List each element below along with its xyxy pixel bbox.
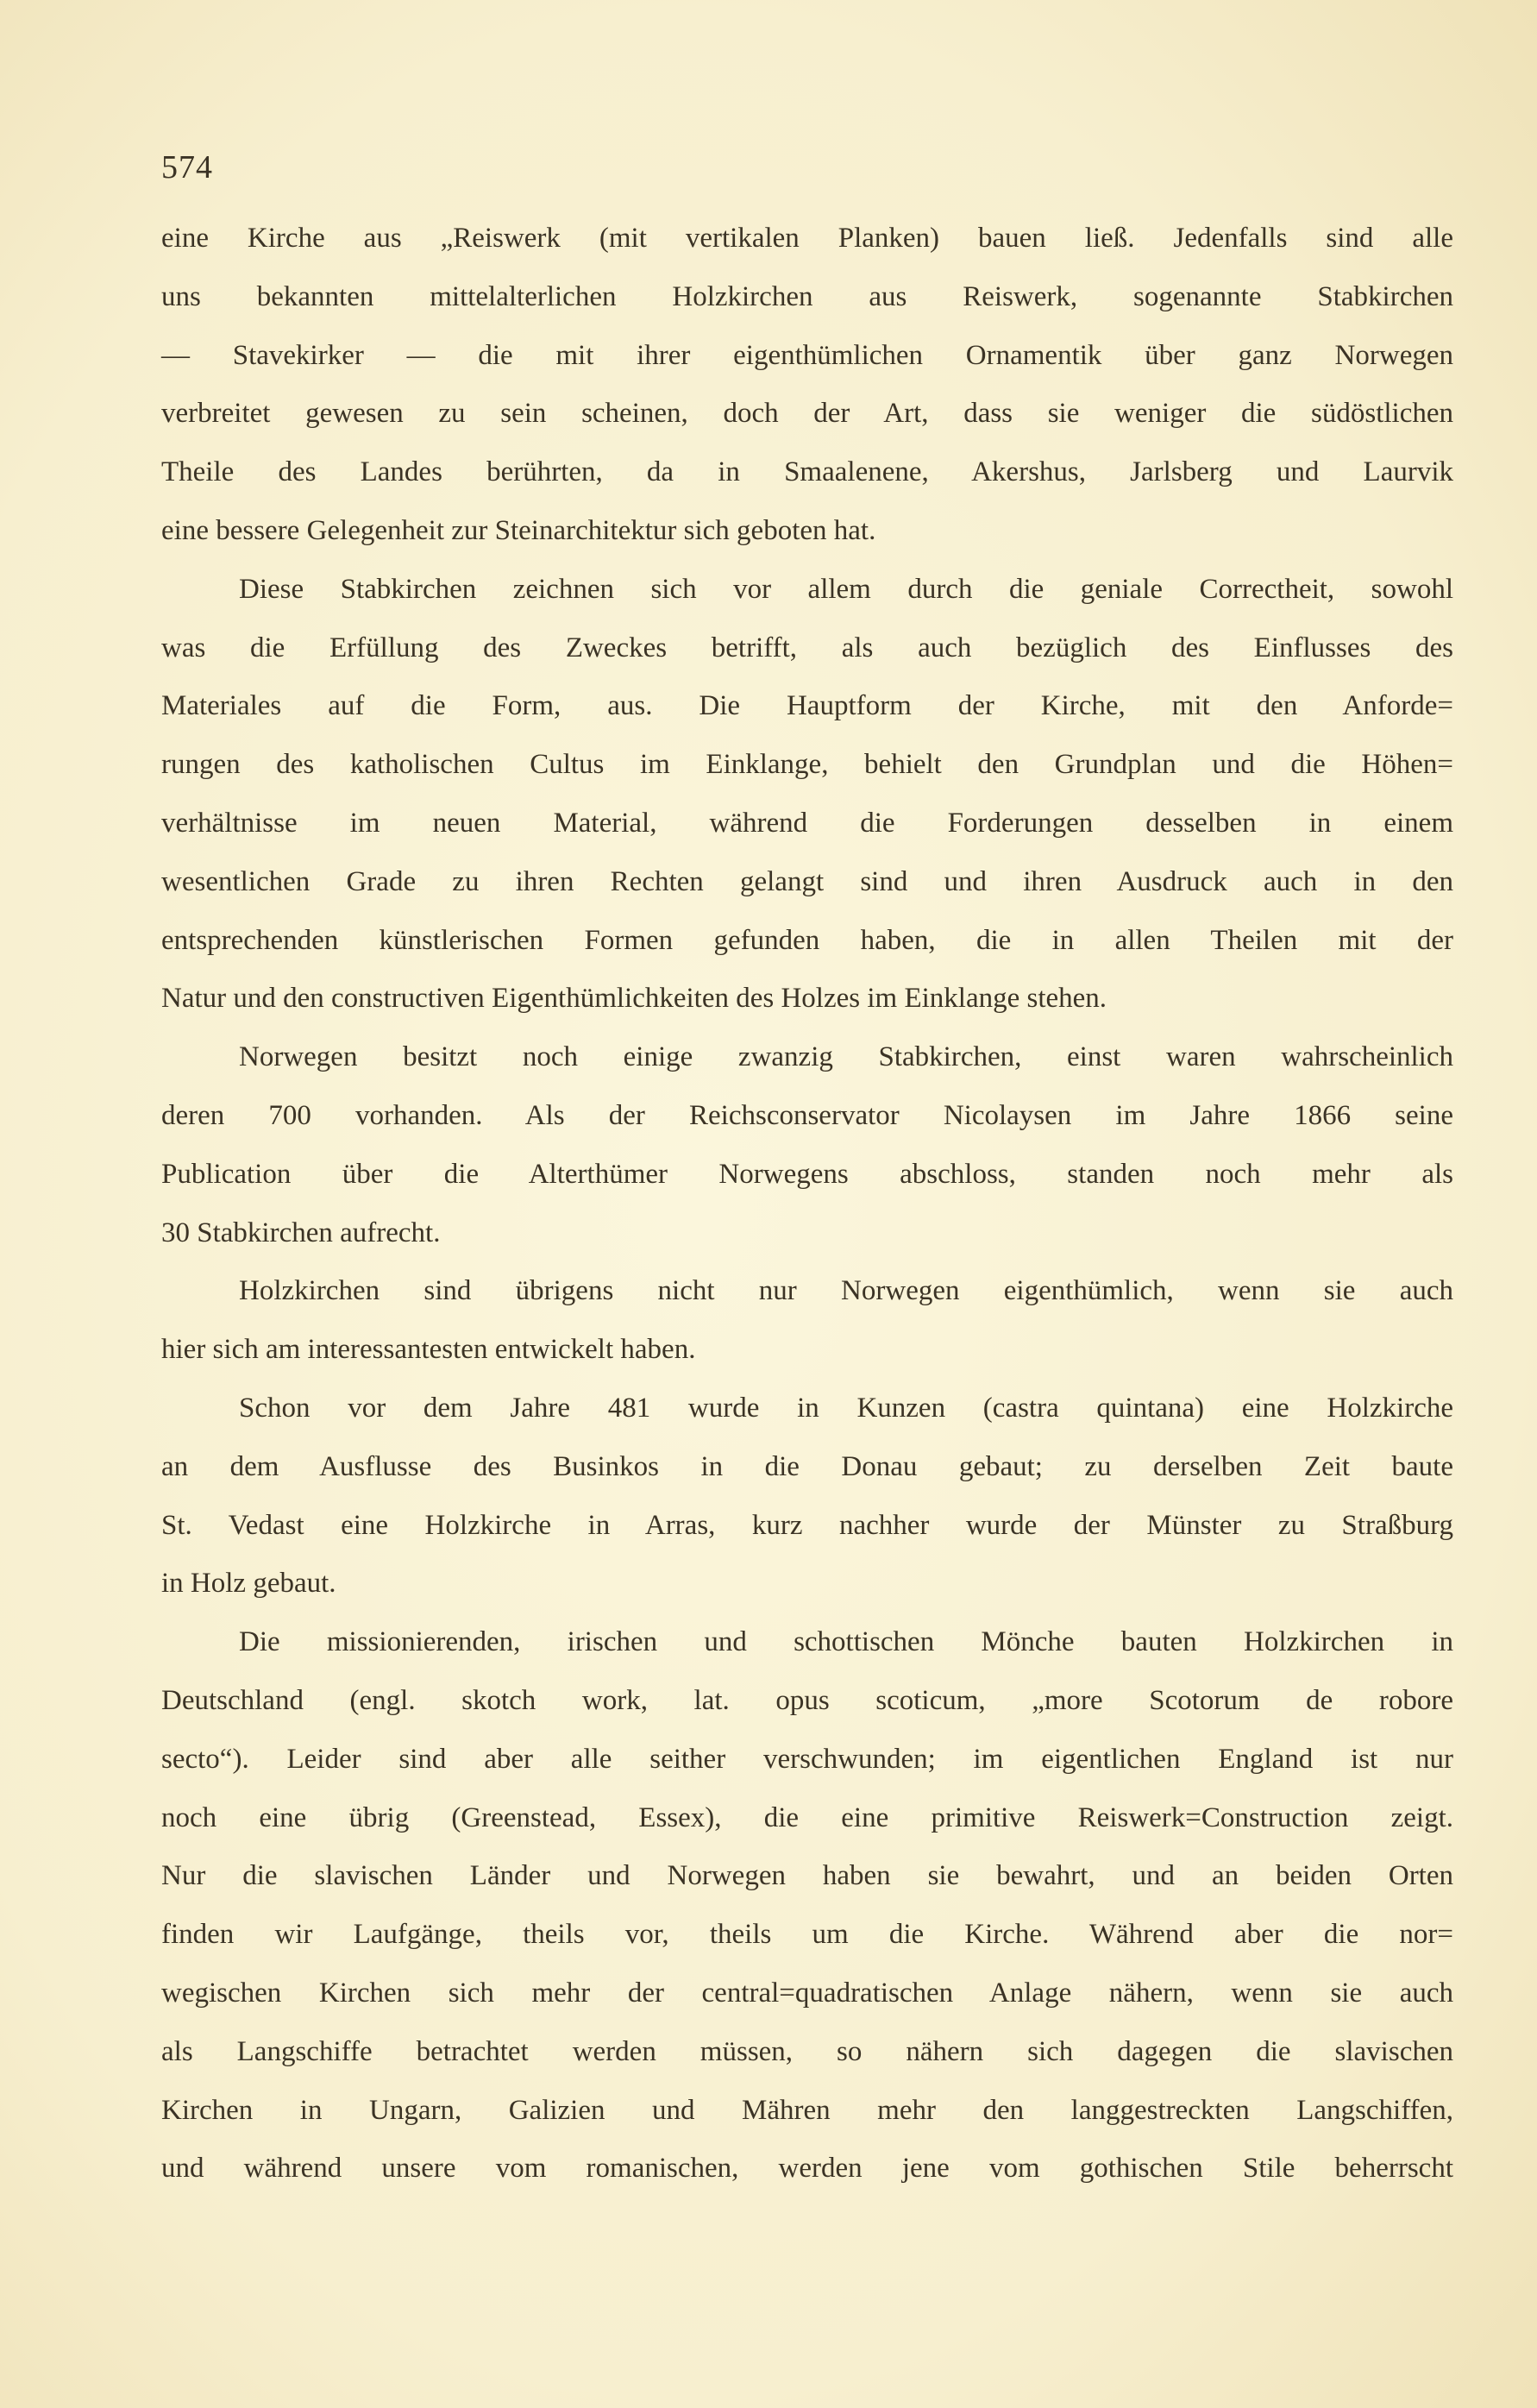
text-line: rungen des katholischen Cultus im Einklange, behielt den Grundplan und die Höhen= — [161, 749, 1453, 781]
paragraph — [161, 567, 1453, 1034]
text-line: finden wir Laufgänge, theils vor, theils um die Kirche. Während aber die nor= — [161, 1919, 1453, 1951]
body-text — [161, 216, 1453, 2204]
text-line: Materiales auf die Form, aus. Die Hauptform der Kirche, mit den Anforde= — [161, 690, 1453, 722]
text-line: Schon vor dem Jahre 481 wurde in Kunzen (castra quintana) eine Holzkirche — [239, 1392, 1453, 1424]
text-line: an dem Ausflusse des Businkos in die Donau gebaut; zu derselben Zeit baute — [161, 1450, 1453, 1482]
text-line: deren 700 vorhanden. Als der Reichsconservator Nicolaysen im Jahre 1866 seine — [161, 1099, 1453, 1131]
text-line: 30 Stabkirchen aufrecht. — [161, 1217, 441, 1248]
text-line: eine bessere Gelegenheit zur Steinarchitektur sich geboten hat. — [161, 514, 876, 546]
text-line: Natur und den constructiven Eigenthümlichkeiten des Holzes im Einklange stehen. — [161, 983, 1107, 1015]
text-line: in Holz gebaut. — [161, 1568, 336, 1600]
text-line: als Langschiffe betrachtet werden müssen, so nähern sich dagegen die slavischen — [161, 2035, 1453, 2067]
paragraph — [161, 1034, 1453, 1268]
paragraph — [161, 1386, 1453, 1619]
paragraph — [161, 1268, 1453, 1386]
text-line: wegischen Kirchen sich mehr der central=quadratischen Anlage nähern, wenn sie auch — [161, 1977, 1453, 2009]
text-line: hier sich am interessantesten entwickelt haben. — [161, 1334, 696, 1366]
text-line: und während unsere vom romanischen, werden jene vom gothischen Stile beherrscht — [161, 2153, 1453, 2185]
text-line: was die Erfüllung des Zweckes betrifft, als auch bezüglich des Einflusses des — [161, 632, 1453, 663]
text-line: Die missionierenden, irischen und schottischen Mönche bauten Holzkirchen in — [239, 1626, 1453, 1658]
text-line: wesentlichen Grade zu ihren Rechten gelangt sind und ihren Ausdruck auch in den — [161, 865, 1453, 897]
text-line: Deutschland (engl. skotch work, lat. opus scoticum, „more Scotorum de robore — [161, 1684, 1453, 1716]
text-line: Norwegen besitzt noch einige zwanzig Stabkirchen, einst waren wahrscheinlich — [239, 1041, 1453, 1073]
text-line: St. Vedast eine Holzkirche in Arras, kurz nachher wurde der Münster zu Straßburg — [161, 1509, 1453, 1541]
text-line: Nur die slavischen Länder und Norwegen haben sie bewahrt, und an beiden Orten — [161, 1860, 1453, 1892]
text-line: Publication über die Alterthümer Norwegens abschloss, standen noch mehr als — [161, 1158, 1453, 1190]
paragraph — [161, 216, 1453, 567]
paragraph — [161, 1619, 1453, 2204]
text-line: — Stavekirker — die mit ihrer eigenthümlichen Ornamentik über ganz Norwegen — [161, 339, 1453, 371]
text-line: Holzkirchen sind übrigens nicht nur Norwegen eigenthümlich, wenn sie auch — [239, 1275, 1453, 1307]
text-line: verbreitet gewesen zu sein scheinen, doch der Art, dass sie weniger die südöstlichen — [161, 398, 1453, 430]
text-line: entsprechenden künstlerischen Formen gefunden haben, die in allen Theilen mit der — [161, 924, 1453, 956]
text-line: secto“). Leider sind aber alle seither verschwunden; im eigentlichen England ist nur — [161, 1743, 1453, 1775]
text-line: Theile des Landes berührten, da in Smaalenene, Akershus, Jarlsberg und Laurvik — [161, 456, 1453, 488]
text-line: eine Kirche aus „Reiswerk (mit vertikalen Planken) bauen ließ. Jedenfalls sind alle — [161, 223, 1453, 254]
page-number: 574 — [161, 149, 213, 185]
text-line: Kirchen in Ungarn, Galizien und Mähren mehr den langgestreckten Langschiffen, — [161, 2094, 1453, 2126]
text-line: noch eine übrig (Greenstead, Essex), die eine primitive Reiswerk=Construction zeigt. — [161, 1801, 1453, 1833]
text-line: verhältnisse im neuen Material, während die Forderungen desselben in einem — [161, 807, 1453, 839]
text-line: Diese Stabkirchen zeichnen sich vor allem durch die geniale Correctheit, sowohl — [239, 573, 1453, 605]
text-line: uns bekannten mittelalterlichen Holzkirchen aus Reiswerk, sogenannte Stabkirchen — [161, 280, 1453, 312]
